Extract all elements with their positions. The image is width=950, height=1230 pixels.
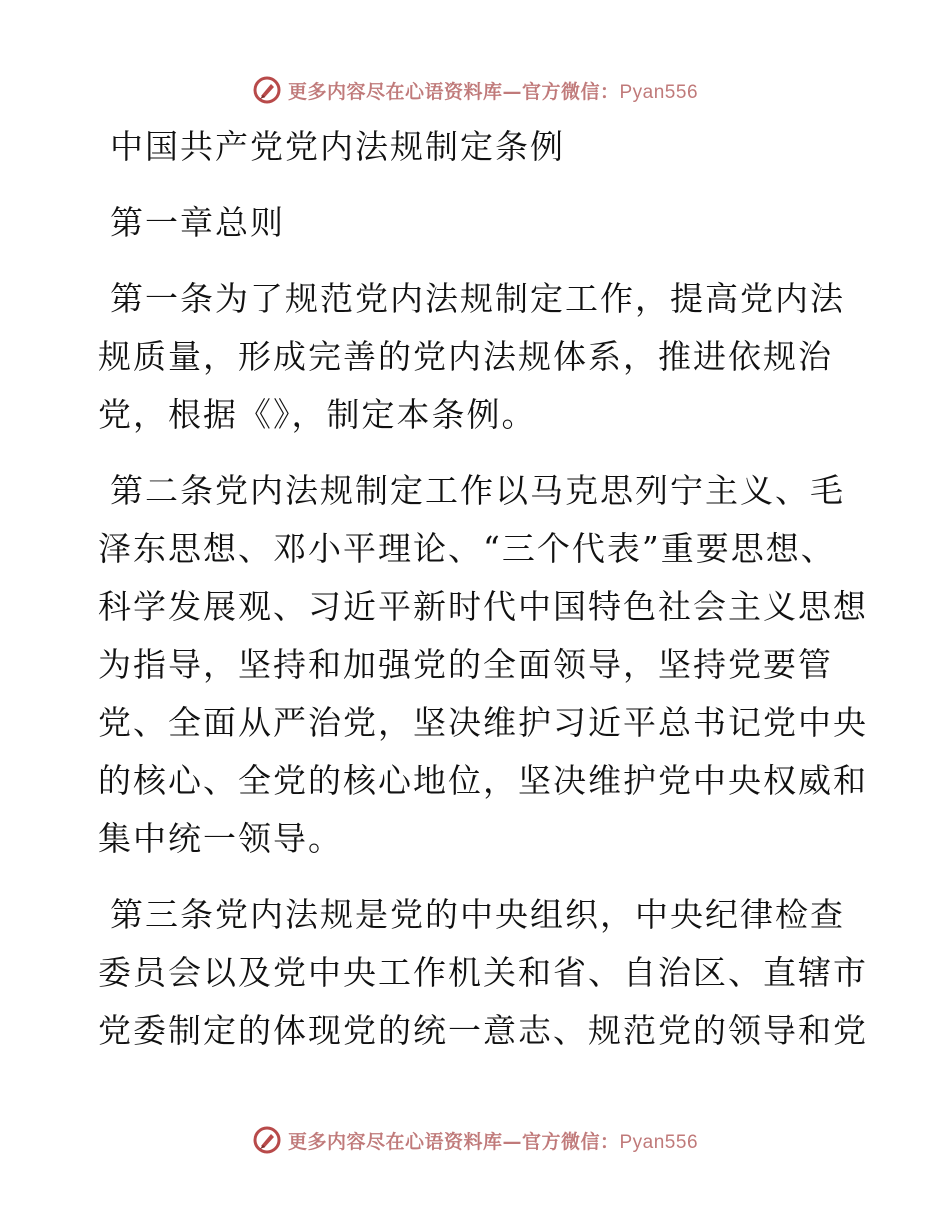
article-1 [98,270,858,444]
paragraph-line: 为指导，坚持和加强党的全面领导，坚持党要管 [98,645,833,684]
header-watermark [0,70,950,110]
watermark-text: 更多内容尽在心语资料库—官方微信：Pyan556 [287,80,699,103]
paragraph-line: 泽东思想、邓小平理论、“三个代表”重要思想、 [98,529,836,568]
footer-watermark [0,1120,950,1160]
paragraph-line: 党、全面从严治党，坚决维护习近平总书记党中央 [98,703,868,742]
paragraph-line: 委员会以及党中央工作机关和省、自治区、直辖市 [98,953,868,992]
document-title: 中国共产党党内法规制定条例 [110,127,565,166]
paragraph-line: 第二条党内法规制定工作以马克思列宁主义、毛 [110,471,845,510]
pen-nib-logo-icon [252,1125,282,1155]
paragraph-line: 第一条为了规范党内法规制定工作，提高党内法 [110,279,845,318]
paragraph-line: 党，根据《》，制定本条例。 [98,395,537,434]
watermark-text: 更多内容尽在心语资料库—官方微信：Pyan556 [287,1130,699,1153]
paragraph-line: 集中统一领导。 [98,819,343,858]
article-3 [98,886,868,1060]
paragraph-line: 科学发展观、习近平新时代中国特色社会主义思想 [98,587,868,626]
paragraph-line: 的核心、全党的核心地位，坚决维护党中央权威和 [98,761,868,800]
paragraph-line: 第三条党内法规是党的中央组织，中央纪律检查 [110,895,845,934]
paragraph-line: 党委制定的体现党的统一意志、规范党的领导和党 [98,1011,868,1050]
paragraph-line: 规质量，形成完善的党内法规体系，推进依规治 [98,337,833,376]
document-body [98,118,868,1060]
pen-nib-logo-icon [252,75,282,105]
chapter-heading: 第一章总则 [110,203,285,242]
article-2 [98,462,868,868]
